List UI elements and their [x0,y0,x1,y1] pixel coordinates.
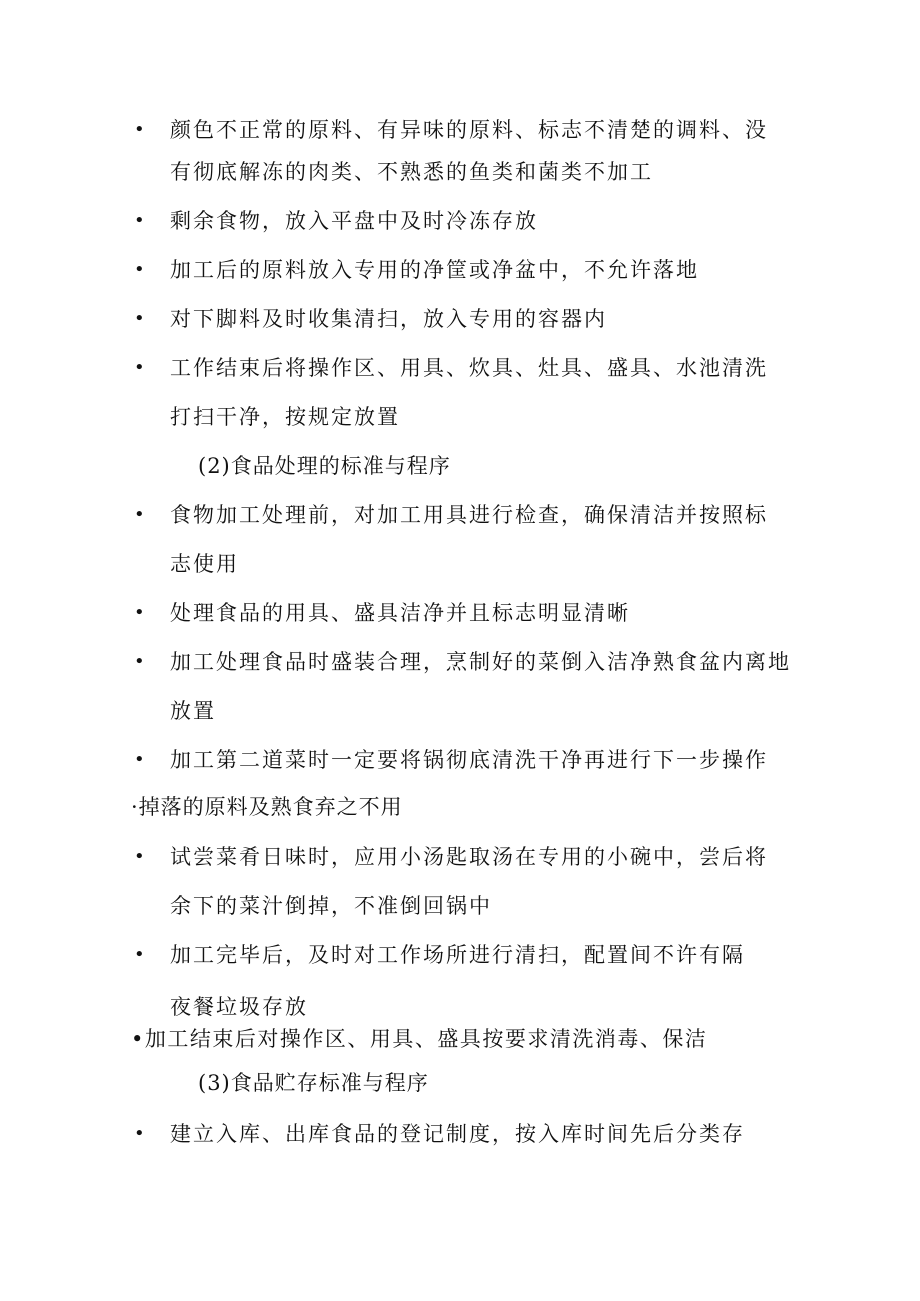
text-line: 颜色不正常的原料、有异味的原料、标志不清楚的调料、没 [170,118,768,142]
text-line: 工作结束后将操作区、用具、炊具、灶具、盛具、水池清洗 [170,356,768,380]
text-line: 加工处理食品时盛装合理，烹制好的菜倒入洁净熟食盆内离地 [170,650,791,674]
text-line: 处理食品的用具、盛具洁净并且标志明显清晰 [170,601,630,625]
text-line: 对下脚料及时收集清扫，放入专用的容器内 [170,307,607,331]
bullet: • [134,602,145,623]
text-line: 有彻底解冻的肉类、不熟悉的鱼类和菌类不加工 [170,160,653,184]
text-line: 试尝菜肴日味时，应用小汤匙取汤在专用的小碗中，尝后将 [170,845,768,869]
bullet: • [134,308,145,329]
text-line: 放置 [170,699,216,723]
bullet: • [134,749,145,770]
bullet: • [134,651,145,672]
text-line: •加工结束后对操作区、用具、盛具按要求清洗消毒、保洁 [131,1027,708,1051]
text-line: 夜餐垃圾存放 [170,995,308,1019]
bullet: • [134,846,145,867]
text-line: 志使用 [170,552,239,576]
section-heading: (3)食品贮存标准与程序 [198,1071,429,1095]
bullet: • [134,504,145,525]
bullet: • [134,1123,145,1144]
text-line: 剩余食物，放入平盘中及时冷冻存放 [170,209,538,233]
text-line: 加工后的原料放入专用的净筐或净盆中，不允许落地 [170,258,699,282]
text-line: 加工第二道菜时一定要将锅彻底清洗干净再进行下一步操作 [170,748,768,772]
text-line: 建立入库、出库食品的登记制度，按入库时间先后分类存 [170,1122,745,1146]
text-line: 余下的菜汁倒掉，不准倒回锅中 [170,894,492,918]
section-heading: (2)食品处理的标准与程序 [198,454,451,478]
text-line: 食物加工处理前，对加工用具进行检查，确保清洁并按照标 [170,503,768,527]
bullet: • [134,119,145,140]
bullet: • [134,210,145,231]
bullet: • [134,357,145,378]
bullet: • [134,944,145,965]
text-line: 加工完毕后，及时对工作场所进行清扫，配置间不许有隔 [170,943,745,967]
bullet: • [134,259,145,280]
text-line: ·掉落的原料及熟食弃之不用 [131,795,403,819]
text-line: 打扫干净，按规定放置 [170,405,400,429]
